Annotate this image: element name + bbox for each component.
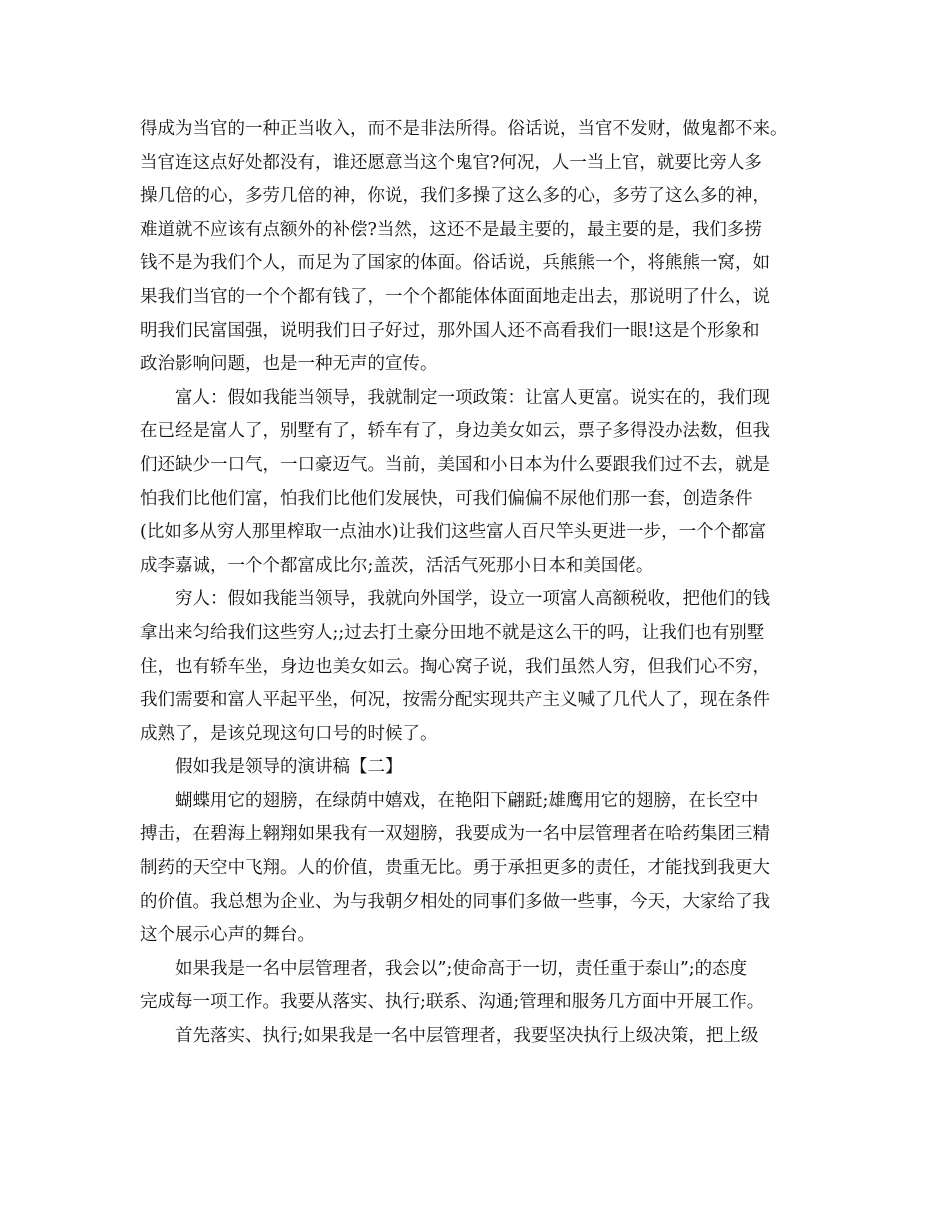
text-line: 这个展示心声的舞台。 xyxy=(140,925,315,946)
paragraph-start-line: 穷人：假如我能当领导，我就向外国学，设立一项富人高额税收，把他们的钱 xyxy=(175,589,770,610)
text-line: 完成每一项工作。我要从落实、执行;联系、沟通;管理和服务几方面中开展工作。 xyxy=(140,992,765,1013)
text-line: 钱不是为我们个人，而足为了国家的体面。俗话说，兵熊熊一个，将熊熊一窝，如 xyxy=(140,253,770,274)
text-line: 我们需要和富人平起平坐，何况，按需分配实现共产主义喊了几代人了，现在条件 xyxy=(140,690,770,711)
text-line: 制药的天空中飞翔。人的价值，贵重无比。勇于承担更多的责任，才能找到我更大 xyxy=(140,858,770,879)
text-line: 明我们民富国强，说明我们日子好过，那外国人还不高看我们一眼!这是个形象和 xyxy=(140,320,760,341)
text-line: 怕我们比他们富，怕我们比他们发展快，可我们偏偏不尿他们那一套，创造条件 xyxy=(140,488,753,509)
text-line: 操几倍的心，多劳几倍的神，你说，我们多操了这么多的心，多劳了这么多的神， xyxy=(140,186,770,207)
text-line: 在已经是富人了，别墅有了，轿车有了，身边美女如云，票子多得没办法数，但我 xyxy=(140,421,770,442)
text-line: 拿出来匀给我们这些穷人;;过去打土豪分田地不就是这么干的吗，让我们也有别墅 xyxy=(140,622,765,643)
text-line: 政治影响问题，也是一种无声的宣传。 xyxy=(140,354,438,375)
paragraph-start-line: 富人：假如我能当领导，我就制定一项政策：让富人更富。说实在的，我们现 xyxy=(175,387,770,408)
paragraph-start-line: 首先落实、执行;如果我是一名中层管理者，我要坚决执行上级决策，把上级 xyxy=(175,1026,759,1047)
text-line: 得成为当官的一种正当收入，而不是非法所得。俗话说，当官不发财，做鬼都不来。 xyxy=(140,119,788,139)
text-line: 的价值。我总想为企业、为与我朝夕相处的同事们多做一些事，今天，大家给了我 xyxy=(140,891,770,912)
text-line: 成李嘉诚，一个个都富成比尔;盖茨，活活气死那小日本和美国佬。 xyxy=(140,555,654,576)
text-line: 当官连这点好处都没有，谁还愿意当这个鬼官?何况，人一当上官，就要比旁人多 xyxy=(140,152,762,173)
paragraph-start-line: 蝴蝶用它的翅膀，在绿荫中嬉戏，在艳阳下翩跹;雄鹰用它的翅膀，在长空中 xyxy=(175,790,759,811)
text-line: 住，也有轿车坐，身边也美女如云。掏心窝子说，我们虽然人穷，但我们心不穷， xyxy=(140,656,770,677)
text-line: 果我们当官的一个个都有钱了，一个个都能体体面面地走出去，那说明了什么，说 xyxy=(140,286,770,307)
document-body xyxy=(140,113,830,1054)
text-line: 们还缺少一口气，一口豪迈气。当前，美国和小日本为什么要跟我们过不去，就是 xyxy=(140,454,770,475)
text-line: 搏击，在碧海上翱翔如果我有一双翅膀，我要成为一名中层管理者在哈药集团三精 xyxy=(140,824,770,845)
text-line: 难道就不应该有点额外的补偿?当然，这还不是最主要的，最主要的是，我们多捞 xyxy=(140,219,762,240)
section-heading: 假如我是领导的演讲稿【二】 xyxy=(175,757,403,778)
text-line: 成熟了，是该兑现这句口号的时候了。 xyxy=(140,723,438,744)
text-line: (比如多从穷人那里榨取一点油水)让我们这些富人百尺竿头更进一步，一个个都富 xyxy=(140,522,767,543)
paragraph-start-line: 如果我是一名中层管理者，我会以”;使命高于一切，责任重于泰山”;的态度 xyxy=(175,958,748,979)
